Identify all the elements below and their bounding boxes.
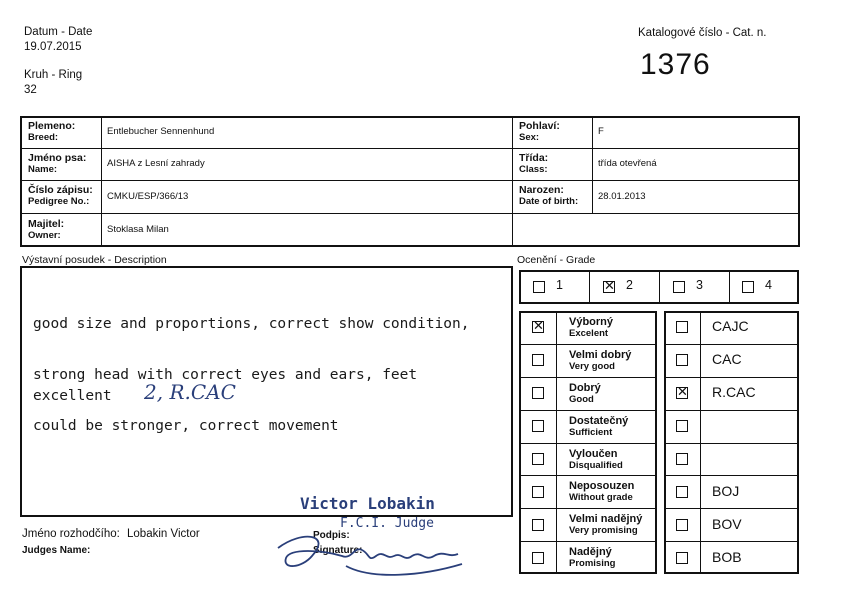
description-line: strong head with correct eyes and ears, feet [33,367,418,383]
award-label: R.CAC [712,384,756,400]
ring-value: 32 [24,84,37,96]
judge-stamp-name: Victor Lobakin [300,494,435,513]
handwritten-placement: 2, R.CAC [144,380,236,404]
award-checkbox[interactable] [676,321,688,333]
grade-checkbox[interactable] [532,354,544,366]
grade-row-label [569,415,628,438]
award-checkbox[interactable] [676,354,688,366]
grade-label-cz: Neposouzen [569,480,635,492]
grade-checkbox[interactable] [532,552,544,564]
signature-scribble-icon [272,526,472,582]
dob-label: Narozen: Date of birth: [519,184,579,207]
grade-checkbox[interactable] [532,486,544,498]
description-text [33,282,470,452]
grade-label-en: Disqualified [569,460,623,471]
date-value: 19.07.2015 [24,41,82,53]
grade-row-label [569,349,631,372]
placement-checkbox[interactable] [742,281,754,293]
award-label: BOJ [712,483,740,499]
award-checkbox[interactable] [676,453,688,465]
grade-label-cz: Dobrý [569,382,601,394]
grade-label-cz: Velmi dobrý [569,349,632,361]
award-checkbox[interactable] [676,519,688,531]
name-value: AISHA z Lesní zahrady [107,158,205,169]
signature-label: Podpis: [313,530,350,541]
judge-label-en: Judges Name: [22,545,91,556]
award-label: BOB [712,549,742,565]
grade-checkbox[interactable] [532,519,544,531]
placement-checkbox[interactable] [673,281,685,293]
judge-label: Jméno rozhodčího: [22,528,120,540]
judge-stamp-title: F.C.I. Judge [340,516,434,531]
owner-value: Stoklasa Milan [107,224,169,235]
grade-checkbox[interactable] [532,453,544,465]
placement-label: 2 [626,278,633,292]
grade-label-en: Good [569,394,594,405]
breed-value: Entlebucher Sennenhund [107,126,215,137]
grade-label: Ocenění - Grade [517,254,596,266]
sex-label: Pohlaví: Sex: [519,120,560,143]
description-label: Výstavní posudek - Description [22,254,167,266]
award-checkbox[interactable] [676,420,688,432]
breed-label: Plemeno: Breed: [28,120,76,143]
signature-label-en: Signature: [313,545,363,556]
award-checkbox[interactable] [676,552,688,564]
grade-label-cz: Dostatečný [569,415,629,427]
grade-row-label [569,448,623,471]
award-label: BOV [712,516,742,532]
description-line: could be stronger, correct movement [33,418,339,434]
dob-value: 28.01.2013 [598,191,646,202]
class-label: Třída: Class: [519,152,549,175]
award-label: CAC [712,351,742,367]
judge-block [22,528,200,540]
ring-block [24,68,82,98]
catalog-label: Katalogové číslo - Cat. n. [638,27,767,39]
name-label: Jméno psa: Name: [28,152,87,175]
grade-label-en: Very good [569,361,615,372]
grade-label-cz: Výborný [569,316,614,328]
grade-checkbox[interactable] [532,321,544,333]
class-value: třída otevřená [598,158,657,169]
grade-label-cz: Nadějný [569,546,612,558]
grade-checkbox[interactable] [532,387,544,399]
grade-row-label [569,316,613,339]
grade-label-en: Very promising [569,525,638,536]
date-block [24,25,92,55]
description-line: good size and proportions, correct show condition, [33,316,470,332]
placement-checkbox[interactable] [603,281,615,293]
grade-label-en: Promising [569,558,616,569]
award-label: CAJC [712,318,749,334]
grade-label-cz: Vyloučen [569,448,618,460]
grade-row-label [569,480,634,503]
grade-label-en: Excelent [569,328,609,339]
pedigree-label: Číslo zápisu: Pedigree No.: [28,184,93,207]
grade-row-label [569,513,642,536]
catalog-number: 1376 [640,48,711,81]
placement-checkbox[interactable] [533,281,545,293]
grade-label-en: Without grade [569,492,633,503]
placement-label: 1 [556,278,563,292]
sex-value: F [598,126,604,137]
grade-label-cz: Velmi nadějný [569,513,643,525]
award-checkbox[interactable] [676,486,688,498]
judge-name: Lobakin Victor [127,528,200,540]
grade-row-label [569,546,615,569]
date-label: Datum - Date [24,26,93,38]
grade-row-label [569,382,601,405]
description-result: excellent [33,388,112,404]
award-checkbox[interactable] [676,387,688,399]
placement-label: 3 [696,278,703,292]
pedigree-value: CMKU/ESP/366/13 [107,191,189,202]
grade-label-en: Sufficient [569,427,613,438]
placement-label: 4 [765,278,772,292]
owner-label: Majitel: Owner: [28,218,65,241]
ring-label: Kruh - Ring [24,69,83,81]
grade-checkbox[interactable] [532,420,544,432]
